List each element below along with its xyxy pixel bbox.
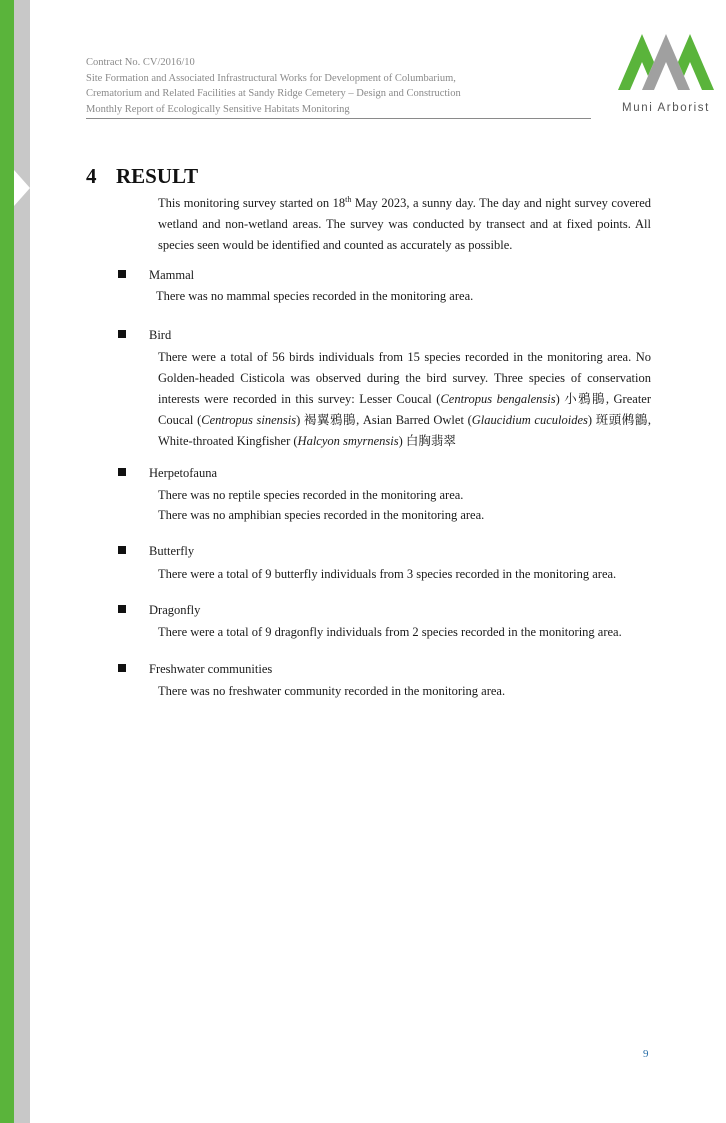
section-number: 4 bbox=[86, 164, 97, 188]
herpetofauna-amphibian-text: There was no amphibian species recorded in the monitoring area. bbox=[158, 508, 485, 522]
bird-text-5: ) 白胸翡翠 bbox=[398, 434, 456, 448]
dragonfly-text: There were a total of 9 dragonfly individuals from 2 species recorded in the monitoring area. bbox=[158, 625, 622, 639]
logo-text: Muni Arborist bbox=[622, 102, 710, 114]
bird-paragraph bbox=[158, 347, 651, 452]
bullet-freshwater-icon bbox=[118, 664, 126, 672]
company-logo bbox=[614, 26, 718, 120]
butterfly-label: Butterfly bbox=[149, 544, 195, 558]
bird-sci-name-1: Centropus bengalensis bbox=[440, 392, 556, 406]
bird-text-1: There were a total of 56 birds individuals from 15 species recorded in the monitoring area. No Golden-headed Cisticola was observed during the bird survey. Three species of conservation interests were recorded in this survey: Lesser Coucal ( bbox=[158, 350, 651, 406]
page-number: 9 bbox=[643, 1048, 649, 1060]
logo-mark-icon bbox=[614, 26, 718, 102]
freshwater-label: Freshwater communities bbox=[149, 662, 273, 676]
bird-text-2: ) 小鴉鵑, Greater Coucal ( bbox=[158, 392, 651, 427]
section-title: RESULT bbox=[116, 164, 199, 188]
header-report-title: Monthly Report of Ecologically Sensitive Habitats Monitoring bbox=[86, 103, 350, 115]
side-bar-grey bbox=[14, 0, 30, 1123]
bullet-herpetofauna-icon bbox=[118, 468, 126, 476]
header-project-line2: Crematorium and Related Facilities at Sandy Ridge Cemetery – Design and Construction bbox=[86, 88, 461, 99]
bird-sci-name-2: Centropus sinensis bbox=[201, 413, 297, 427]
header-contract: Contract No. CV/2016/10 bbox=[86, 57, 195, 68]
page-header bbox=[86, 55, 591, 119]
herpetofauna-reptile-text: There was no reptile species recorded in the monitoring area. bbox=[158, 488, 464, 502]
butterfly-text: There were a total of 9 butterfly individuals from 3 species recorded in the monitoring area. bbox=[158, 567, 617, 581]
bullet-dragonfly-icon bbox=[118, 605, 126, 613]
bird-label: Bird bbox=[149, 328, 172, 342]
herpetofauna-label: Herpetofauna bbox=[149, 466, 218, 480]
bird-sci-name-4: Halcyon smyrnensis bbox=[297, 434, 399, 448]
bird-text-3: ) 褐翼鴉鵑, Asian Barred Owlet ( bbox=[296, 413, 472, 427]
intro-text-a: This monitoring survey started on 18 bbox=[158, 196, 346, 210]
intro-text-b: May 2023, a sunny day. The day and night survey covered wetland and non-wetland areas. The survey was conducted by transect and at fixed points. All species seen would be identified and counted as accurately as possible. bbox=[158, 196, 651, 252]
freshwater-text: There was no freshwater community recorded in the monitoring area. bbox=[158, 684, 506, 698]
bullet-bird-icon bbox=[118, 330, 126, 338]
intro-paragraph bbox=[158, 193, 651, 256]
dragonfly-label: Dragonfly bbox=[149, 603, 201, 617]
bullet-mammal-icon bbox=[118, 270, 126, 278]
header-project-line1: Site Formation and Associated Infrastructural Works for Development of Columbarium, bbox=[86, 72, 456, 84]
side-bar-green bbox=[0, 0, 14, 1123]
side-bar-notch bbox=[14, 170, 30, 206]
mammal-label: Mammal bbox=[149, 268, 195, 282]
mammal-text: There was no mammal species recorded in the monitoring area. bbox=[156, 289, 474, 303]
bullet-butterfly-icon bbox=[118, 546, 126, 554]
bird-text-4: ) 斑頭鸺鶹, White-throated Kingfisher ( bbox=[158, 413, 651, 448]
bird-sci-name-3: Glaucidium cuculoides bbox=[471, 413, 588, 427]
intro-superscript: th bbox=[345, 194, 352, 204]
